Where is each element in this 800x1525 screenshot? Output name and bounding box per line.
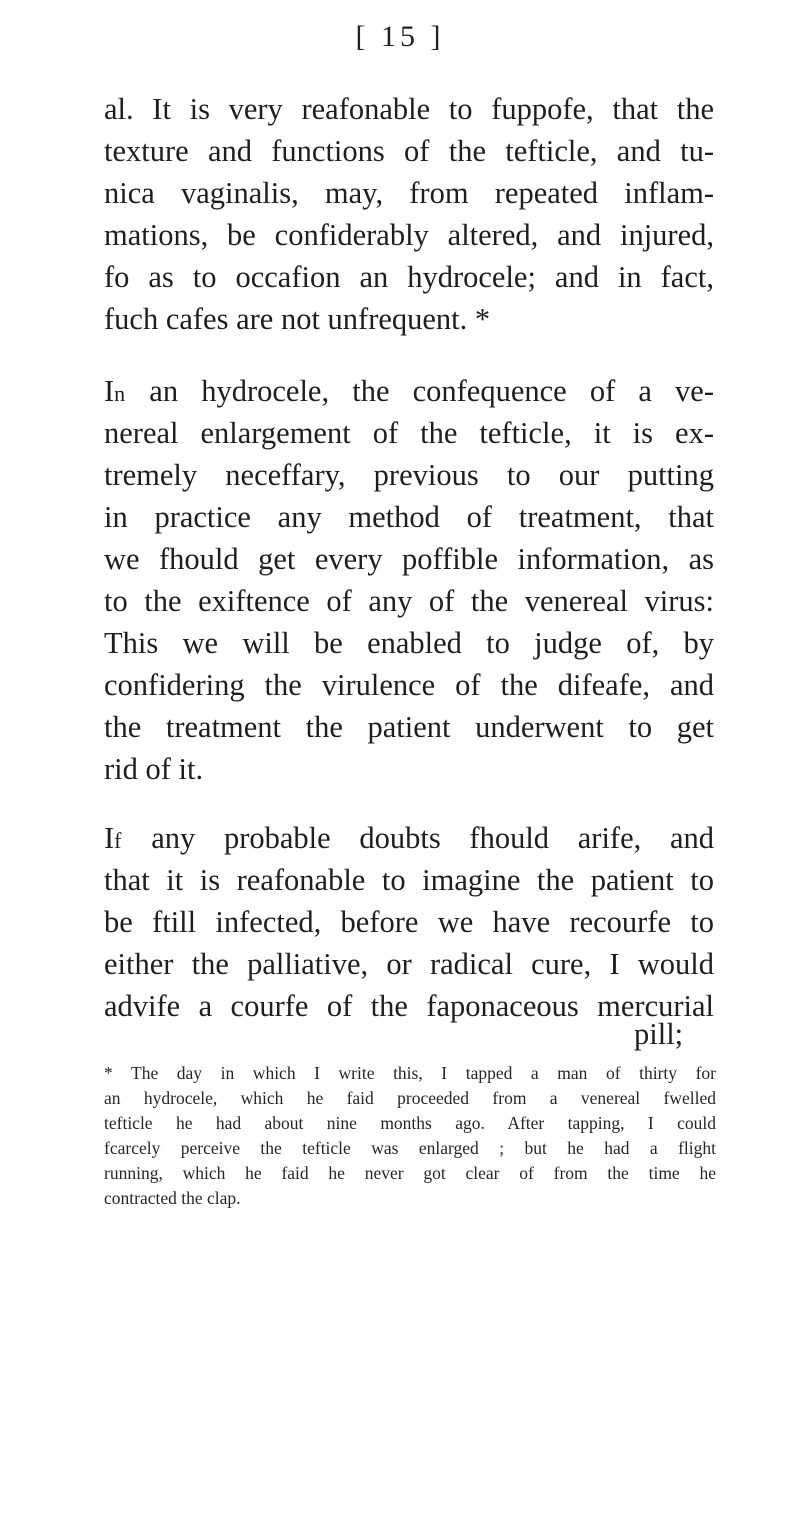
footnote-line: * The day in which I write this, I tapped a man of thirty for — [104, 1063, 716, 1083]
text-line: the treatment the patient underwent to get — [104, 710, 714, 744]
catchword: pill; — [634, 1017, 684, 1051]
text-line: in practice any method of treatment, that — [104, 500, 714, 534]
text-line: This we will be enabled to judge of, by — [104, 626, 714, 660]
text-line: If any probable doubts fhould arife, and — [104, 821, 714, 855]
text-line: mations, be confiderably altered, and injured, — [104, 218, 714, 252]
text-line: tremely neceffary, previous to our putting — [104, 458, 714, 492]
text-line: fo as to occafion an hydrocele; and in fact, — [104, 260, 714, 294]
footnote-line: an hydrocele, which he faid proceeded from a venereal fwelled — [104, 1088, 716, 1108]
text-line: confidering the virulence of the difeafe, and — [104, 668, 714, 702]
footnote-line: running, which he faid he never got clear of from the time he — [104, 1163, 716, 1183]
text-line: that it is reafonable to imagine the patient to — [104, 863, 714, 897]
text-line: fuch cafes are not unfrequent. * — [104, 302, 491, 336]
text-line: either the palliative, or radical cure, I would — [104, 947, 714, 981]
small-caps-lead-word: In — [104, 374, 127, 408]
text-line: to the exiftence of any of the venereal virus: — [104, 584, 714, 618]
text-line: be ftill infected, before we have recourfe to — [104, 905, 714, 939]
footnote-line: fcarcely perceive the tefticle was enlarged ; but he had a flight — [104, 1138, 716, 1158]
text-line: advife a courfe of the faponaceous mercurial — [104, 989, 714, 1023]
text-line: nereal enlargement of the tefticle, it is ex- — [104, 416, 714, 450]
footnote-line: contracted the clap. — [104, 1188, 241, 1208]
footnote-line: tefticle he had about nine months ago. After tapping, I could — [104, 1113, 716, 1133]
text-line: al. It is very reafonable to fuppofe, that the — [104, 92, 714, 126]
text-line: nica vaginalis, may, from repeated inflam- — [104, 176, 714, 210]
text-line: we fhould get every poffible information, as — [104, 542, 714, 576]
small-caps-lead-word: If — [104, 821, 123, 855]
text-line: rid of it. — [104, 752, 204, 786]
page-number: [ 15 ] — [355, 20, 445, 53]
text-line: In an hydrocele, the confequence of a ve- — [104, 374, 714, 408]
text-line: texture and functions of the tefticle, and tu- — [104, 134, 714, 168]
